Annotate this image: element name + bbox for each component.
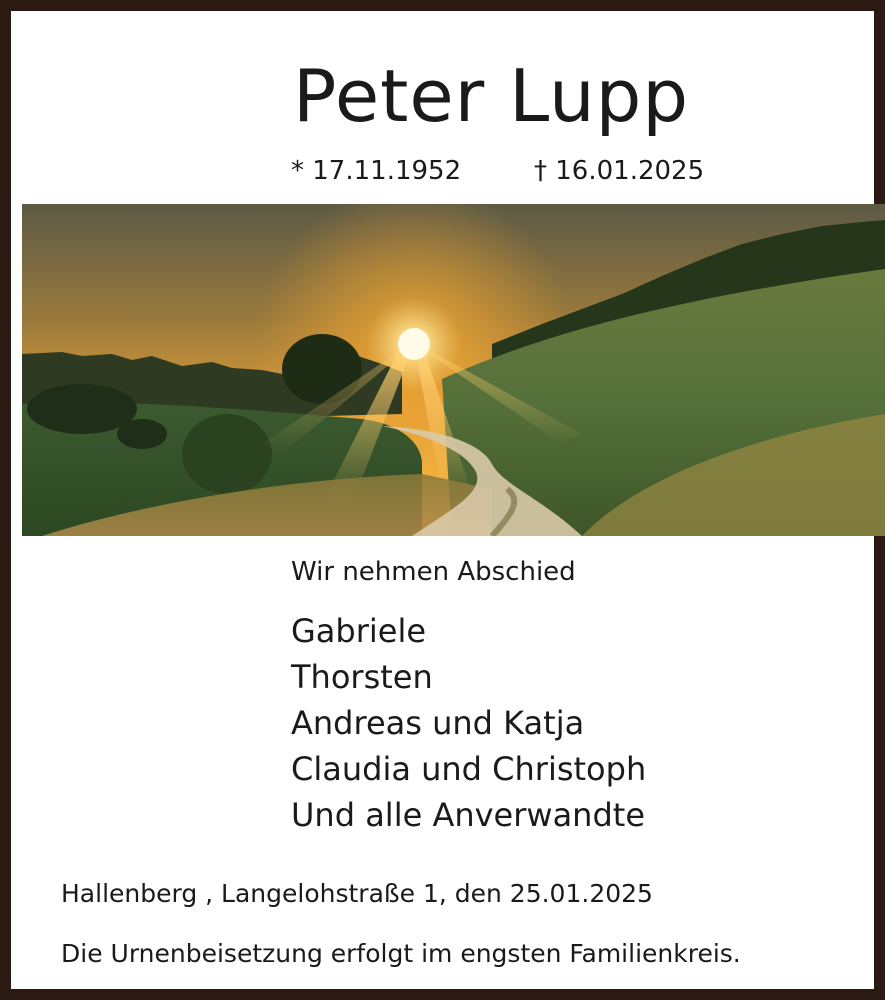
sunset-meadow-path-photo [22, 204, 885, 536]
mourner-name: Claudia und Christoph [291, 750, 647, 788]
mourner-name: Thorsten [291, 658, 433, 696]
farewell-intro: Wir nehmen Abschied [291, 557, 576, 587]
deceased-name: Peter Lupp [293, 54, 690, 138]
death-date: † 16.01.2025 [534, 156, 705, 186]
mourners-list [291, 608, 646, 838]
birth-date: * 17.11.1952 [291, 156, 462, 186]
mourner-name: Andreas und Katja [291, 704, 585, 742]
burial-note: Die Urnenbeisetzung erfolgt im engsten Familienkreis. [61, 939, 741, 968]
mourner-name: Und alle Anverwandte [291, 796, 645, 834]
mourner-name: Gabriele [291, 612, 427, 650]
place-and-date: Hallenberg , Langelohstraße 1, den 25.01.2025 [61, 879, 653, 908]
